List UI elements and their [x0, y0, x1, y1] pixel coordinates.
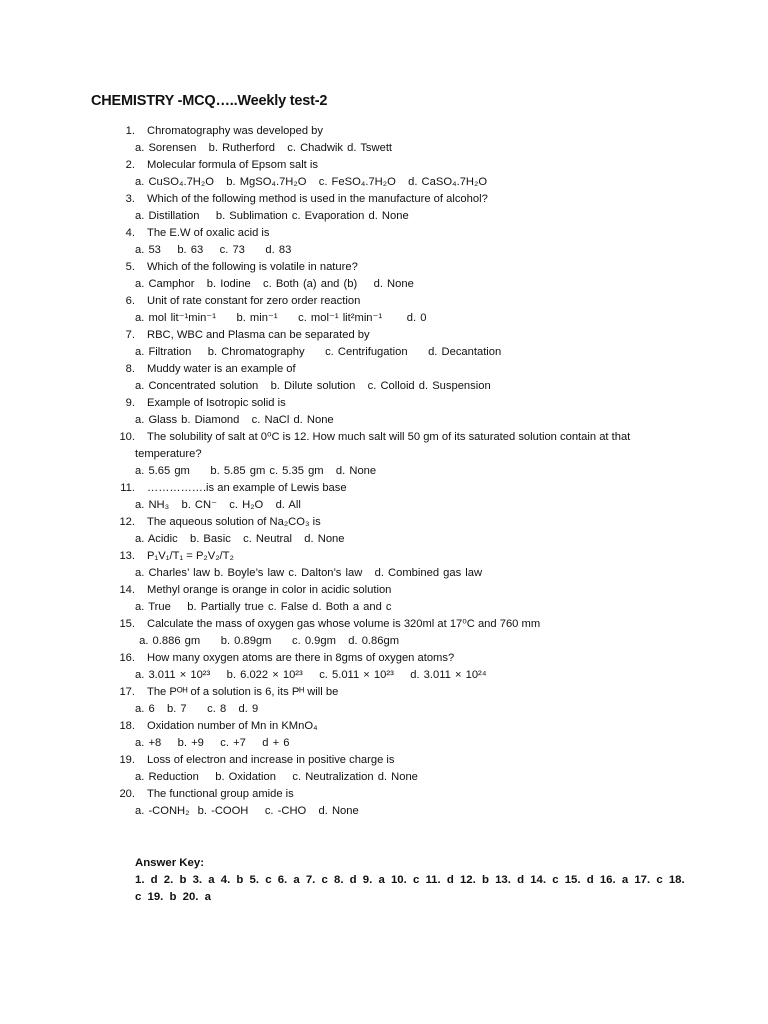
- question-text: The Pᴼᴴ of a solution is 6, its Pᴴ will be: [147, 686, 339, 698]
- question-item: [100, 259, 660, 293]
- question-item: [100, 293, 660, 327]
- question-item: [100, 548, 660, 582]
- question-options: a. Camphor b. Iodine c. Both (a) and (b) d. None: [135, 278, 414, 290]
- question-options: a. -CONH₂ b. -COOH c. -CHO d. None: [135, 805, 359, 817]
- question-text: Methyl orange is orange in color in acidic solution: [147, 584, 392, 596]
- question-text: Molecular formula of Epsom salt is: [147, 159, 318, 171]
- question-item: [100, 395, 660, 429]
- question-text: The E.W of oxalic acid is: [147, 227, 270, 239]
- question-text: Muddy water is an example of: [147, 363, 296, 375]
- question-item: [100, 684, 660, 718]
- question-text: Oxidation number of Mn in KMnO₄: [147, 720, 318, 732]
- question-item: [100, 786, 660, 820]
- question-text: RBC, WBC and Plasma can be separated by: [147, 329, 370, 341]
- question-options: a. Sorensen b. Rutherford c. Chadwik d. Tswett: [135, 142, 393, 154]
- question-text: The functional group amide is: [147, 788, 294, 800]
- question-options: a. 0.886 gm b. 0.89gm c. 0.9gm d. 0.86gm: [135, 635, 400, 647]
- question-item: [100, 514, 660, 548]
- question-number: 3.: [125, 193, 135, 205]
- question-number: 14.: [119, 584, 135, 596]
- question-number: 12.: [119, 516, 135, 528]
- document-title: CHEMISTRY -MCQ…..Weekly test-2: [91, 93, 328, 109]
- question-text: The solubility of salt at 0⁰C is 12. How much salt will 50 gm of its saturated solution contain at that: [147, 431, 631, 443]
- question-text: Which of the following method is used in the manufacture of alcohol?: [147, 193, 488, 205]
- question-list: [100, 123, 660, 820]
- question-options: a. Reduction b. Oxidation c. Neutralization d. None: [135, 771, 418, 783]
- question-number: 16.: [119, 652, 135, 664]
- question-text: P₁V₁/T₁ = P₂V₂/T₂: [147, 550, 234, 562]
- question-options: a. True b. Partially true c. False d. Both a and c: [135, 601, 392, 613]
- question-options: a. Glass b. Diamond c. NaCl d. None: [135, 414, 334, 426]
- question-number: 7.: [125, 329, 135, 341]
- answer-key: [135, 855, 695, 906]
- answer-key-heading: Answer Key:: [135, 857, 205, 869]
- question-text: …………….is an example of Lewis base: [147, 482, 347, 494]
- question-number: 5.: [125, 261, 135, 273]
- question-number: 20.: [119, 788, 135, 800]
- question-options: a. Distillation b. Sublimation c. Evaporation d. None: [135, 210, 409, 222]
- question-options: a. CuSO₄.7H₂O b. MgSO₄.7H₂O c. FeSO₄.7H₂O d. CaSO₄.7H₂O: [135, 176, 488, 188]
- question-item: [100, 327, 660, 361]
- question-item: [100, 752, 660, 786]
- question-text: Unit of rate constant for zero order reaction: [147, 295, 361, 307]
- question-item: [100, 718, 660, 752]
- question-item: [100, 191, 660, 225]
- question-options: a. Charles’ law b. Boyle’s law c. Dalton’s law d. Combined gas law: [135, 567, 483, 579]
- question-options: a. Concentrated solution b. Dilute solution c. Colloid d. Suspension: [135, 380, 491, 392]
- question-item: [100, 480, 660, 514]
- question-number: 4.: [125, 227, 135, 239]
- question-text: Example of Isotropic solid is: [147, 397, 286, 409]
- question-text: Calculate the mass of oxygen gas whose volume is 320ml at 17⁰C and 760 mm: [147, 618, 541, 630]
- question-number: 9.: [125, 397, 135, 409]
- question-item: [100, 225, 660, 259]
- question-number: 15.: [119, 618, 135, 630]
- question-text: Which of the following is volatile in nature?: [147, 261, 358, 273]
- question-number: 6.: [125, 295, 135, 307]
- question-options: a. mol lit⁻¹min⁻¹ b. min⁻¹ c. mol⁻¹ lit²min⁻¹ d. 0: [135, 312, 427, 324]
- question-item: [100, 429, 660, 480]
- question-text: How many oxygen atoms are there in 8gms of oxygen atoms?: [147, 652, 455, 664]
- question-number: 17.: [119, 686, 135, 698]
- question-options: a. 3.011 × 10²³ b. 6.022 × 10²³ c. 5.011 × 10²³ d. 3.011 × 10²⁴: [135, 669, 487, 681]
- question-text-continued: temperature?: [135, 448, 202, 460]
- question-item: [100, 361, 660, 395]
- question-options: a. 53 b. 63 c. 73 d. 83: [135, 244, 292, 256]
- question-number: 11.: [120, 482, 135, 494]
- question-options: a. 6 b. 7 c. 8 d. 9: [135, 703, 259, 715]
- question-number: 1.: [125, 125, 135, 137]
- question-text: The aqueous solution of Na₂CO₃ is: [147, 516, 321, 528]
- question-options: a. Acidic b. Basic c. Neutral d. None: [135, 533, 345, 545]
- question-item: [100, 157, 660, 191]
- question-options: a. 5.65 gm b. 5.85 gm c. 5.35 gm d. None: [135, 465, 377, 477]
- question-number: 13.: [119, 550, 135, 562]
- question-number: 18.: [119, 720, 135, 732]
- question-number: 10.: [119, 431, 135, 443]
- question-options: a. +8 b. +9 c. +7 d + 6: [135, 737, 290, 749]
- question-item: [100, 650, 660, 684]
- question-options: a. NH₃ b. CN⁻ c. H₂O d. All: [135, 499, 301, 511]
- question-number: 19.: [119, 754, 135, 766]
- question-text: Chromatography was developed by: [147, 125, 323, 137]
- question-number: 8.: [125, 363, 135, 375]
- question-options: a. Filtration b. Chromatography c. Centrifugation d. Decantation: [135, 346, 502, 358]
- question-item: [100, 582, 660, 616]
- question-item: [100, 616, 660, 650]
- question-text: Loss of electron and increase in positive charge is: [147, 754, 395, 766]
- answer-key-values: 1. d 2. b 3. a 4. b 5. c 6. a 7. c 8. d 9. a 10. c 11. d 12. b 13. d 14. c 15. d 16. a 17. c 18. c 19. b 20. a: [135, 874, 685, 903]
- question-number: 2.: [125, 159, 135, 171]
- question-item: [100, 123, 660, 157]
